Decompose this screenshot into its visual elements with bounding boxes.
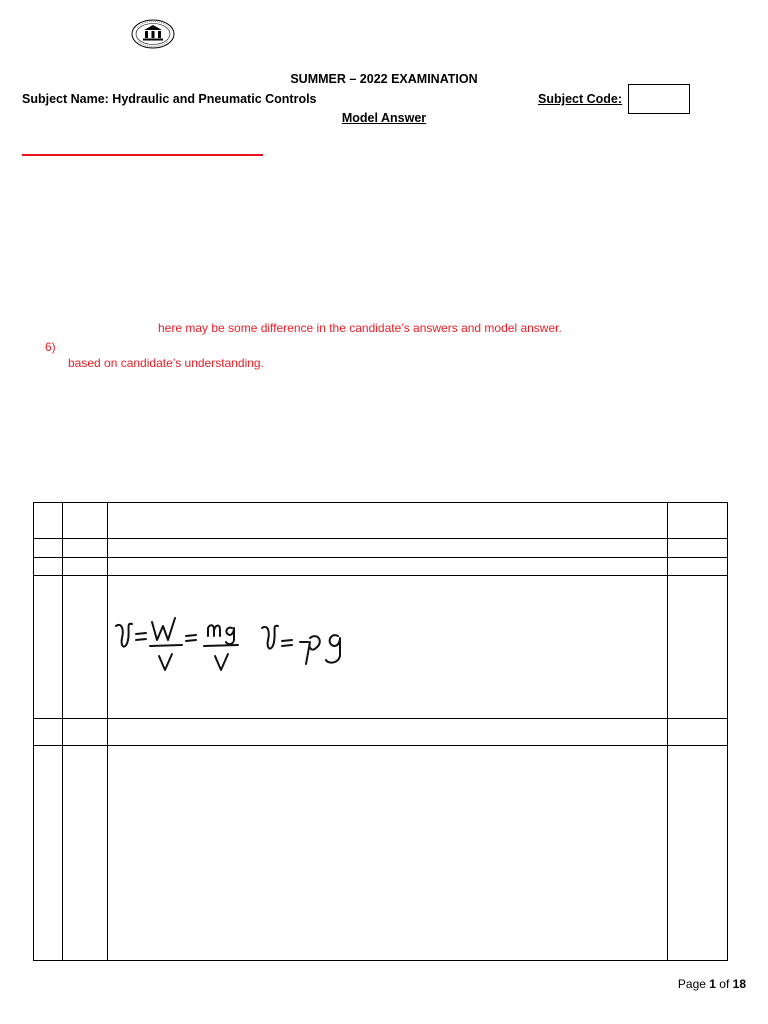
model-answer-heading: Model Answer: [341, 111, 427, 125]
exam-title: SUMMER – 2022 EXAMINATION: [290, 72, 478, 86]
table-col-divider: [107, 502, 108, 961]
table-border-right: [727, 502, 728, 961]
table-col-divider: [62, 502, 63, 961]
table-border-top: [33, 502, 727, 503]
table-row-divider: [33, 718, 727, 719]
instruction-line-b: based on candidate’s understanding.: [68, 356, 264, 370]
table-row-divider: [33, 557, 727, 558]
subject-code-label: Subject Code:: [538, 92, 623, 106]
page-of: of: [715, 977, 733, 991]
table-row-divider: [33, 745, 727, 746]
page-current: 1: [709, 977, 716, 991]
table-col-divider: [667, 502, 668, 961]
page-number: [678, 977, 746, 991]
subject-name: Subject Name: Hydraulic and Pneumatic Controls: [22, 92, 317, 106]
table-row-divider: [33, 575, 727, 576]
handwritten-formula: [112, 608, 352, 680]
table-row-divider: [33, 538, 727, 539]
instruction-number: 6): [45, 340, 56, 354]
table-border-left: [33, 502, 34, 961]
table-border-bottom: [33, 960, 727, 961]
page-total: 18: [732, 977, 746, 991]
instruction-line-a: here may be some difference in the candidate’s answers and model answer.: [158, 321, 562, 335]
page-prefix: Page: [677, 977, 710, 991]
